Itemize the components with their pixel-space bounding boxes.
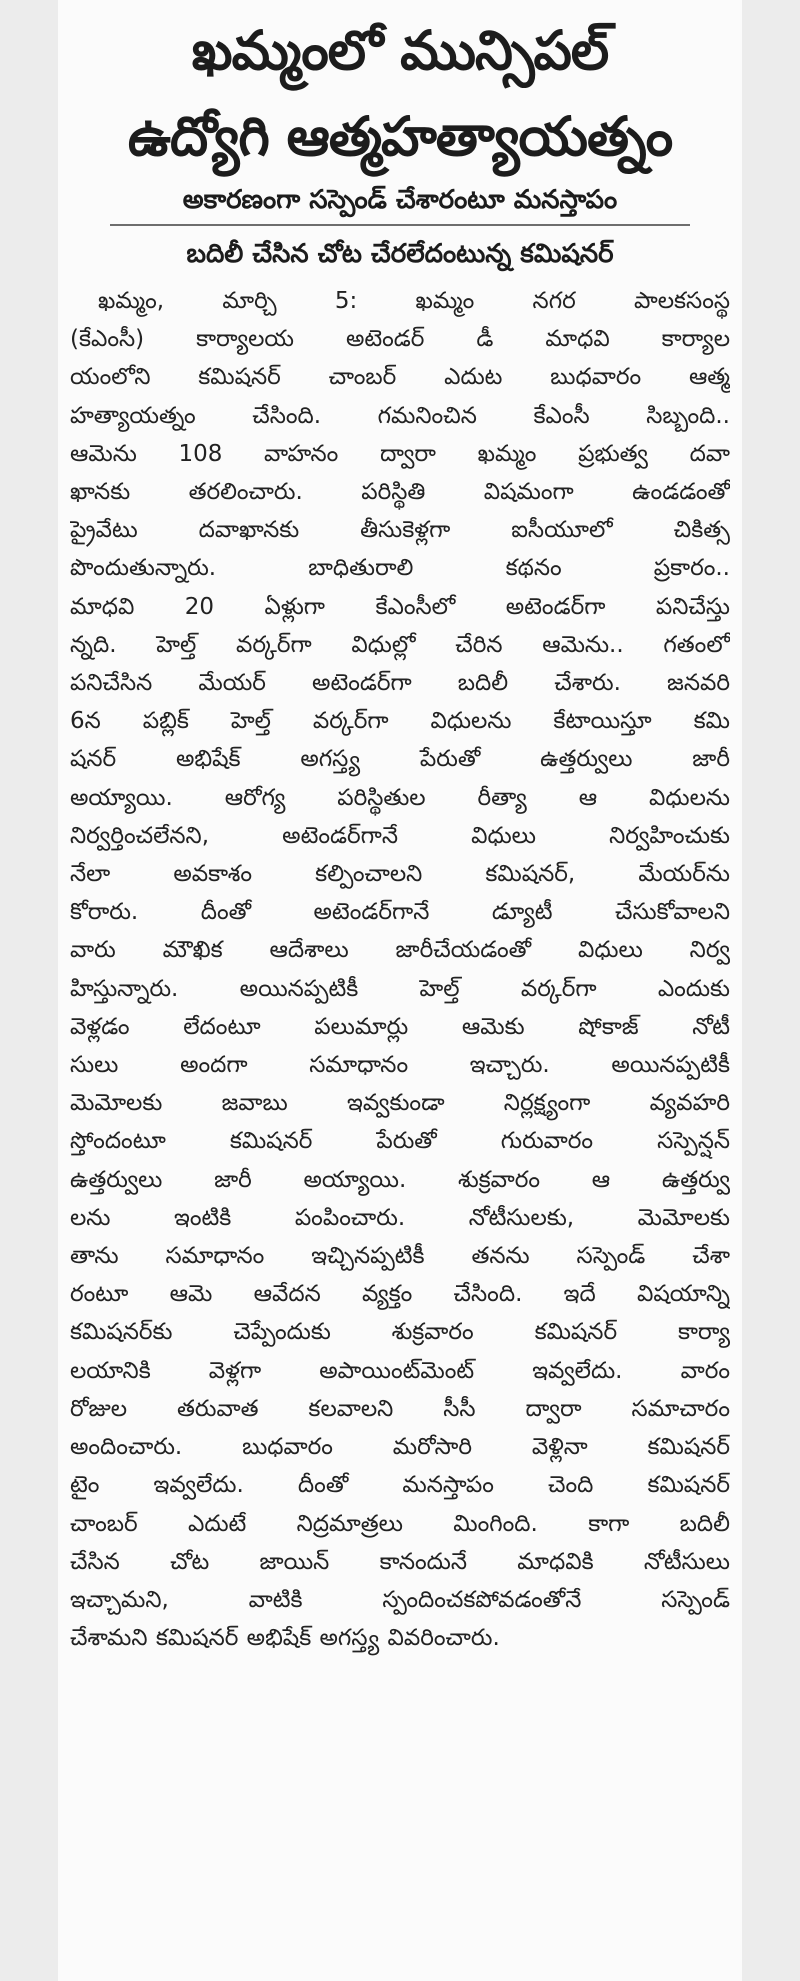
headline-line-2: ఉద్యోగి ఆత్మహత్యాయత్నం bbox=[127, 105, 673, 168]
article-body-line: ఆమెను 108 వాహనం ద్వారా ఖమ్మం ప్రభుత్వ దవా bbox=[70, 440, 730, 467]
article-body-line: చాంబర్ ఎదుటే నిద్రమాత్రలు మింగింది. కాగా బదిలీ bbox=[70, 1510, 730, 1537]
article-body-line: లయానికి వెళ్లగా అపాయింట్‌మెంట్ ఇవ్వలేదు. వారం bbox=[70, 1357, 730, 1384]
article-body-line: ఖమ్మం, మార్చి 5: ఖమ్మం నగర పాలకసంస్థ bbox=[98, 288, 730, 314]
article-body-line: ప్రైవేటు దవాఖానకు తీసుకెళ్లగా ఐసీయూలో చికిత్స bbox=[70, 517, 730, 544]
article-body-line: ఉత్తర్వులు జారీ అయ్యాయి. శుక్రవారం ఆ ఉత్తర్వు bbox=[70, 1166, 730, 1193]
article-body-line: చేశామని కమిషనర్ అభిషేక్ అగస్త్య వివరించారు. bbox=[70, 1625, 500, 1652]
article-body-line: నేలా అవకాశం కల్పించాలని కమిషనర్, మేయర్‌ను bbox=[70, 861, 730, 888]
article-body-line: షనర్ అభిషేక్ అగస్త్య పేరుతో ఉత్తర్వులు జారీ bbox=[70, 746, 730, 773]
article-body-line: సులు అందగా సమాధానం ఇచ్చారు. అయినప్పటికీ bbox=[70, 1052, 730, 1079]
article-body-line: న్నది. హెల్త్ వర్కర్‌గా విధుల్లో చేరిన ఆమెను.. గతంలో bbox=[70, 631, 730, 658]
headline bbox=[66, 8, 734, 180]
article-body-line: 6న పబ్లిక్ హెల్త్ వర్కర్‌గా విధులను కేటాయిస్తూ కమి bbox=[70, 708, 730, 735]
article-body-line: అందించారు. బుధవారం మరోసారి వెళ్లినా కమిషనర్ bbox=[70, 1434, 730, 1461]
article-body-line: వారు మౌఖిక ఆదేశాలు జారీచేయడంతో విధులు నిర్వ bbox=[70, 937, 730, 964]
article-body-line: ఖానకు తరలించారు. పరిస్థితి విషమంగా ఉండడంతో bbox=[70, 479, 730, 506]
subheadline-2: బదిలీ చేసిన చోట చేరలేదంటున్న కమిషనర్ bbox=[186, 239, 614, 269]
article-body-line: నిర్వర్తించలేనని, అటెండర్‌గానే విధులు నిర్వహించుకు bbox=[70, 822, 730, 849]
article-body-line: పనిచేసిన మేయర్ అటెండర్‌గా బదిలీ చేశారు. జనవరి bbox=[70, 670, 730, 697]
article-body-line: తాను సమాధానం ఇచ్చినప్పటికీ తనను సస్పెండ్ చేశా bbox=[70, 1243, 730, 1270]
article-body-line: ఇచ్చామని, వాటికి స్పందించకపోవడంతోనే సస్పెండ్ bbox=[70, 1586, 730, 1613]
article-body-line: మెమోలకు జవాబు ఇవ్వకుండా నిర్లక్ష్యంగా వ్యవహరి bbox=[70, 1090, 730, 1117]
subheadline-1: అకారణంగా సస్పెండ్ చేశారంటూ మనస్తాపం bbox=[182, 185, 618, 215]
article-body-line: మాధవి 20 ఏళ్లుగా కేఎంసీలో అటెండర్‌గా పనిచేస్తు bbox=[70, 593, 730, 620]
article-body-line: హత్యాయత్నం చేసింది. గమనించిన కేఎంసీ సిబ్బంది.. bbox=[70, 402, 730, 429]
headline-line-1: ఖమ్మంలో మున్సిపల్ bbox=[191, 19, 609, 82]
article-body-line: లను ఇంటికి పంపించారు. నోటీసులకు, మెమోలకు bbox=[70, 1204, 730, 1231]
article-body-line: స్తోందంటూ కమిషనర్ పేరుతో గురువారం సస్పెన్షన్ bbox=[70, 1128, 730, 1155]
article-body-line: అయ్యాయి. ఆరోగ్య పరిస్థితుల రీత్యా ఆ విధులను bbox=[70, 784, 730, 811]
article-body-line: కమిషనర్‌కు చెప్పేందుకు శుక్రవారం కమిషనర్ కార్యా bbox=[70, 1319, 730, 1346]
article-body-line: టైం ఇవ్వలేదు. దీంతో మనస్తాపం చెంది కమిషనర్ bbox=[70, 1472, 730, 1499]
article-body-line: పొందుతున్నారు. బాధితురాలి కథనం ప్రకారం.. bbox=[70, 555, 730, 582]
article-body-line: హిస్తున్నారు. అయినప్పటికీ హెల్త్ వర్కర్‌గా ఎందుకు bbox=[70, 975, 730, 1002]
newspaper-clipping bbox=[58, 0, 742, 1981]
subheadline-divider bbox=[110, 224, 690, 226]
article-body-line: రంటూ ఆమె ఆవేదన వ్యక్తం చేసింది. ఇదే విషయాన్ని bbox=[70, 1281, 730, 1308]
article-body-line: కోరారు. దీంతో అటెండర్‌గానే డ్యూటీ చేసుకోవాలని bbox=[70, 899, 730, 926]
article-body-line: (కేఎంసీ) కార్యాలయ అటెండర్ డీ మాధవి కార్యాల bbox=[70, 326, 730, 353]
article-body-line: రోజుల తరువాత కలవాలని సీసీ ద్వారా సమాచారం bbox=[70, 1395, 730, 1422]
article-body bbox=[70, 282, 730, 1657]
article-body-line: యంలోని కమిషనర్ చాంబర్ ఎదుట బుధవారం ఆత్మ bbox=[70, 364, 730, 391]
article-body-line: వెళ్లడం లేదంటూ పలుమార్లు ఆమెకు షోకాజ్ నోటీ bbox=[70, 1013, 730, 1040]
article-body-line: చేసిన చోట జాయిన్ కానందునే మాధవికి నోటీసులు bbox=[70, 1548, 730, 1575]
